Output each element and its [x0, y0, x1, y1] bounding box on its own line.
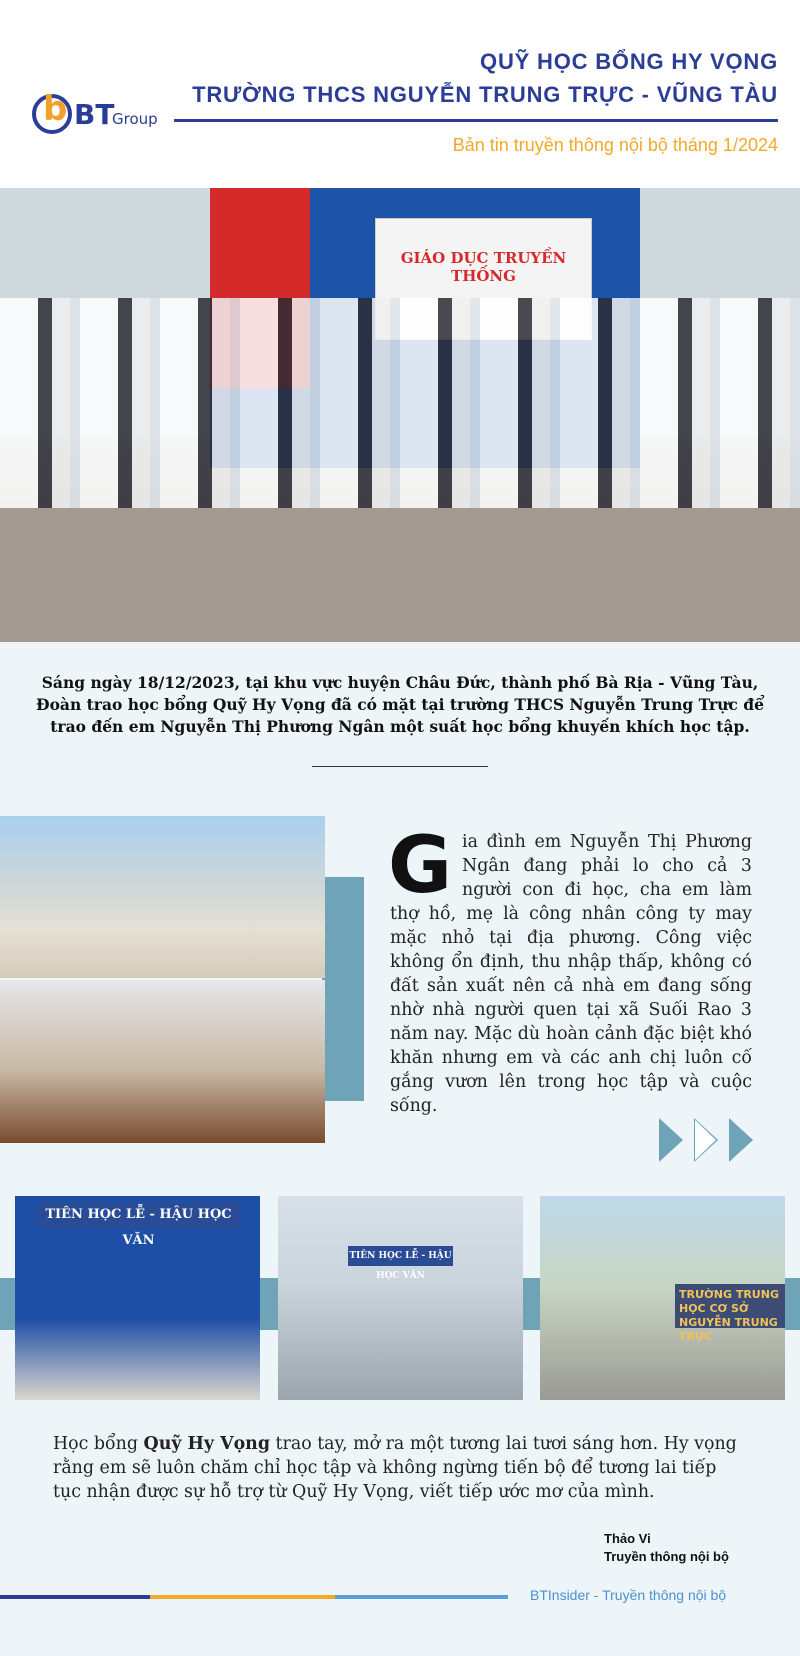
logo-group-text: Group [112, 110, 158, 128]
closing-paragraph: Học bổng Quỹ Hy Vọng trao tay, mở ra một tương lai tươi sáng hơn. Hy vọng rằng em sẽ luôn chăm chỉ học tập và không ngừng tiến bộ để tương lai tiếp tục nhận được sự hỗ trợ từ Quỹ Hy Vọng, viết tiếp ước mơ của mình. [53, 1434, 737, 1502]
author-name: Thảo Vi [604, 1531, 651, 1546]
footer-bar-light-blue [335, 1595, 508, 1599]
footer-bar-orange [150, 1595, 335, 1599]
fund-name: Quỹ Hy Vọng [143, 1434, 270, 1454]
story-paragraph [388, 821, 752, 1118]
gallery-sign: TIÊN HỌC LỄ - HẬU HỌC VĂN [348, 1246, 453, 1266]
story-text: ia đình em Nguyễn Thị Phương Ngân đang phải lo cho cả 3 người con đi học, cha em làm thợ hồ, mẹ là công nhân công ty may mặc nhỏ tại địa phương. Công việc không ổn định, thu nhập thấp, không có đất sản xuất nên cả nhà em đang sống nhờ nhà người quen tại xã Suối Rao 3 năm nay. Mặc dù hoàn cảnh đặc biệt khó khăn nhưng em và các anh chị luôn cố gắng vươn lên trong học tập và cuộc sống. [390, 832, 752, 1116]
header [0, 0, 800, 188]
arrow-right-icon [729, 1118, 753, 1162]
gallery-sign: TIÊN HỌC LỄ - HẬU HỌC VĂN [37, 1202, 240, 1228]
logo-b-icon: b [43, 89, 68, 129]
lead-paragraph: Sáng ngày 18/12/2023, tại khu vực huyện Châu Đức, thành phố Bà Rịa - Vũng Tàu, Đoàn trao học bổng Quỹ Hy Vọng đã có mặt tại trường THCS Nguyễn Trung Trực để trao đến em Nguyễn Thị Phương Ngân một suất học bổng khuyến khích học tập. [36, 673, 764, 736]
section-divider [312, 766, 488, 767]
author-role: Truyền thông nội bộ [604, 1549, 729, 1564]
bt-group-logo [30, 89, 160, 136]
hero-banner-text: GIÁO DỤC TRUYỀN THỐNG [400, 249, 567, 285]
school-yard-photo [0, 816, 325, 978]
newsletter-subtitle: Bản tin truyền thông nội bộ tháng 1/2024 [452, 135, 778, 155]
accent-block [322, 877, 364, 1101]
school-gate-sign: TRƯỜNG TRUNG HỌC CƠ SỞ NGUYỄN TRUNG TRỰC [675, 1284, 785, 1328]
footer-text: BTInsider - Truyền thông nội bộ [530, 1587, 727, 1603]
family-meeting-photo [0, 980, 325, 1143]
footer-bar-blue [0, 1595, 150, 1599]
author-signature [604, 1530, 729, 1566]
gallery-photo-scholarship-handover [15, 1196, 260, 1400]
title-underline [174, 119, 778, 122]
title-line-2: TRƯỜNG THCS NGUYỄN TRUNG TRỰC - VŨNG TÀU [192, 82, 778, 107]
group-of-people [0, 298, 800, 508]
logo-text: BT [74, 98, 115, 131]
dropcap: G [388, 821, 453, 911]
gallery-photo-group [278, 1196, 523, 1400]
arrow-right-icon [659, 1118, 683, 1162]
hero-group-photo [0, 188, 800, 642]
title-line-1: QUỸ HỌC BỔNG HY VỌNG [480, 49, 778, 74]
gallery-photo-school-gate [540, 1196, 785, 1400]
